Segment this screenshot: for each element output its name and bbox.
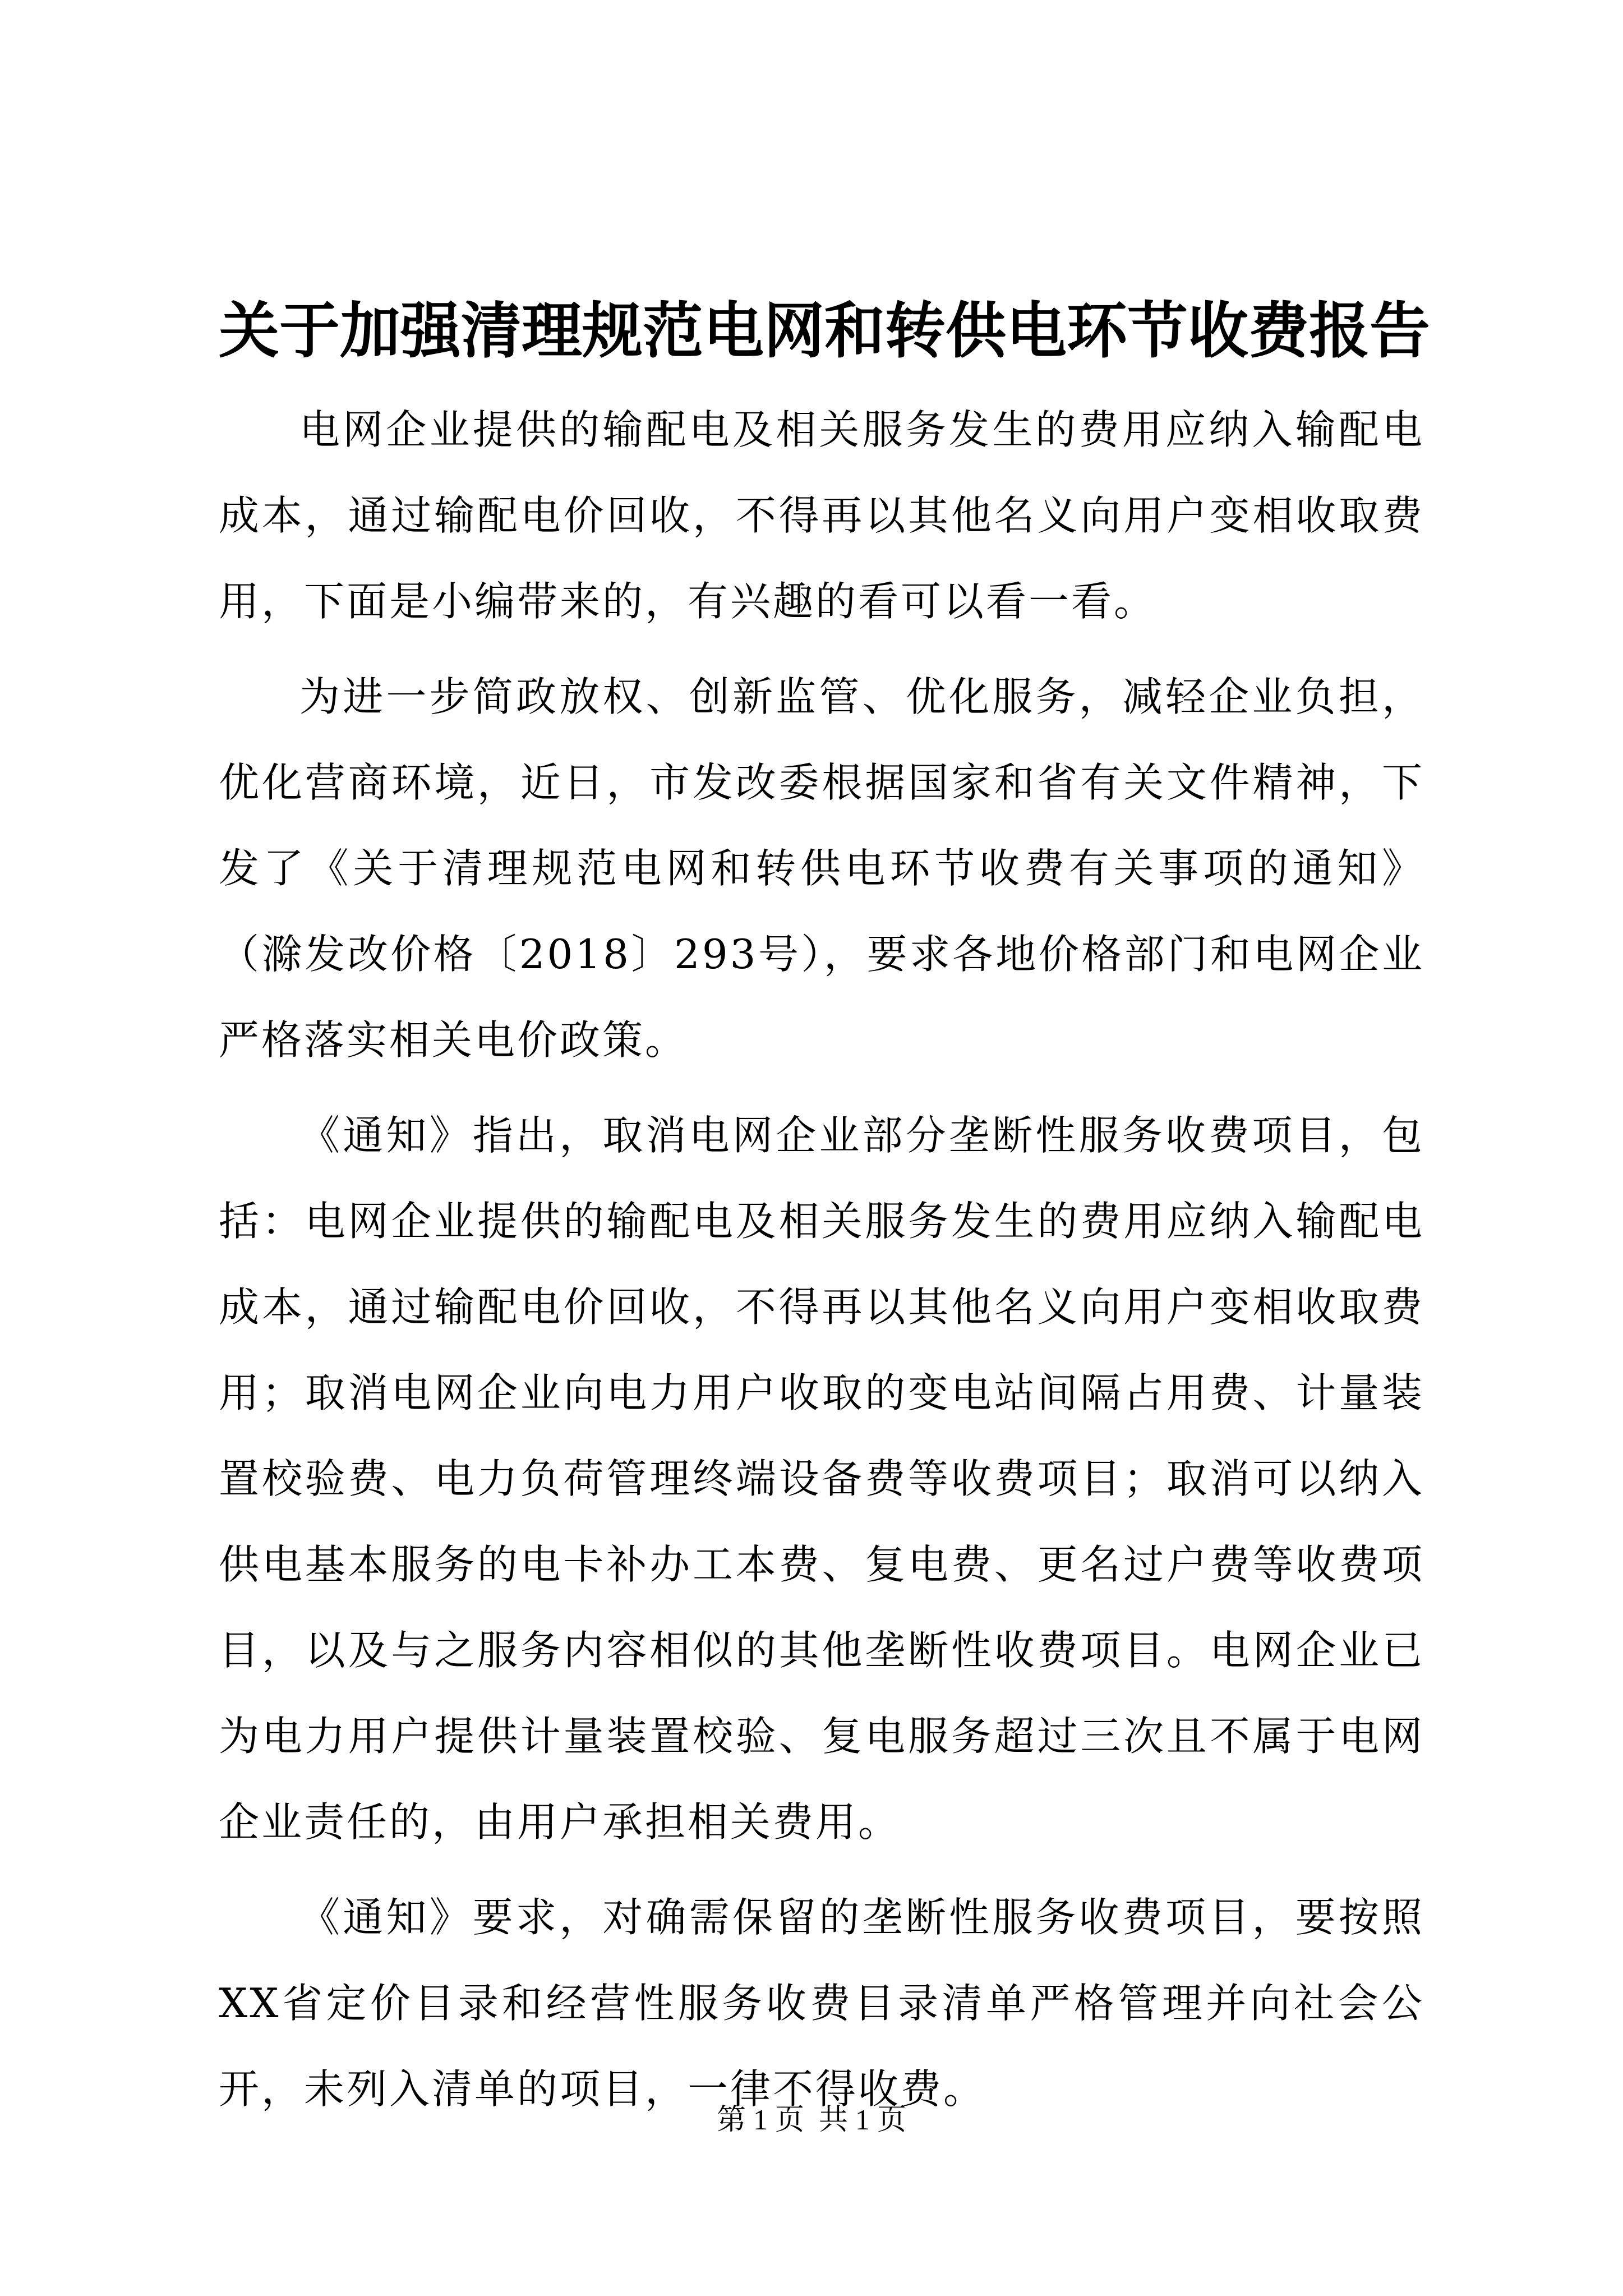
paragraph-notice-requirements: 《通知》要求，对确需保留的垄断性服务收费项目，要按照XX省定价目录和经营性服务收费目录清单严格管理并向社会公开，未列入清单的项目，一律不得收费。 [219, 1894, 1424, 2113]
document-title: 关于加强清理规范电网和转供电环节收费报告 [219, 296, 1431, 366]
paragraph-notice-points: 《通知》指出，取消电网企业部分垄断性服务收费项目，包括：电网企业提供的输配电及相关服务发生的费用应纳入输配电成本，通过输配电价回收，不得再以其他名义向用户变相收取费用；取消电网企业向电力用户收取的变电站间隔占用费、计量装置校验费、电力负荷管理终端设备费等收费项目；取消可以纳入供电基本服务的电卡补办工本费、复电费、更名过户费等收费项目，以及与之服务内容相似的其他垄断性收费项目。电网企业已为电力用户提供计量装置校验、复电服务超过三次且不属于电网企业责任的，由用户承担相关费用。 [219, 1112, 1424, 1846]
paragraph-background: 为进一步简政放权、创新监管、优化服务，减轻企业负担，优化营商环境，近日，市发改委根据国家和省有关文件精神，下发了《关于清理规范电网和转供电环节收费有关事项的通知》（滁发改价格〔2018〕293号），要求各地价格部门和电网企业严格落实相关电价政策。 [219, 673, 1424, 1064]
paragraph-intro: 电网企业提供的输配电及相关服务发生的费用应纳入输配电成本，通过输配电价回收，不得再以其他名义向用户变相收取费用，下面是小编带来的，有兴趣的看可以看一看。 [219, 406, 1424, 625]
document-body [219, 387, 1424, 2142]
page-footer: 第 1 页 共 1 页 [716, 2104, 906, 2136]
